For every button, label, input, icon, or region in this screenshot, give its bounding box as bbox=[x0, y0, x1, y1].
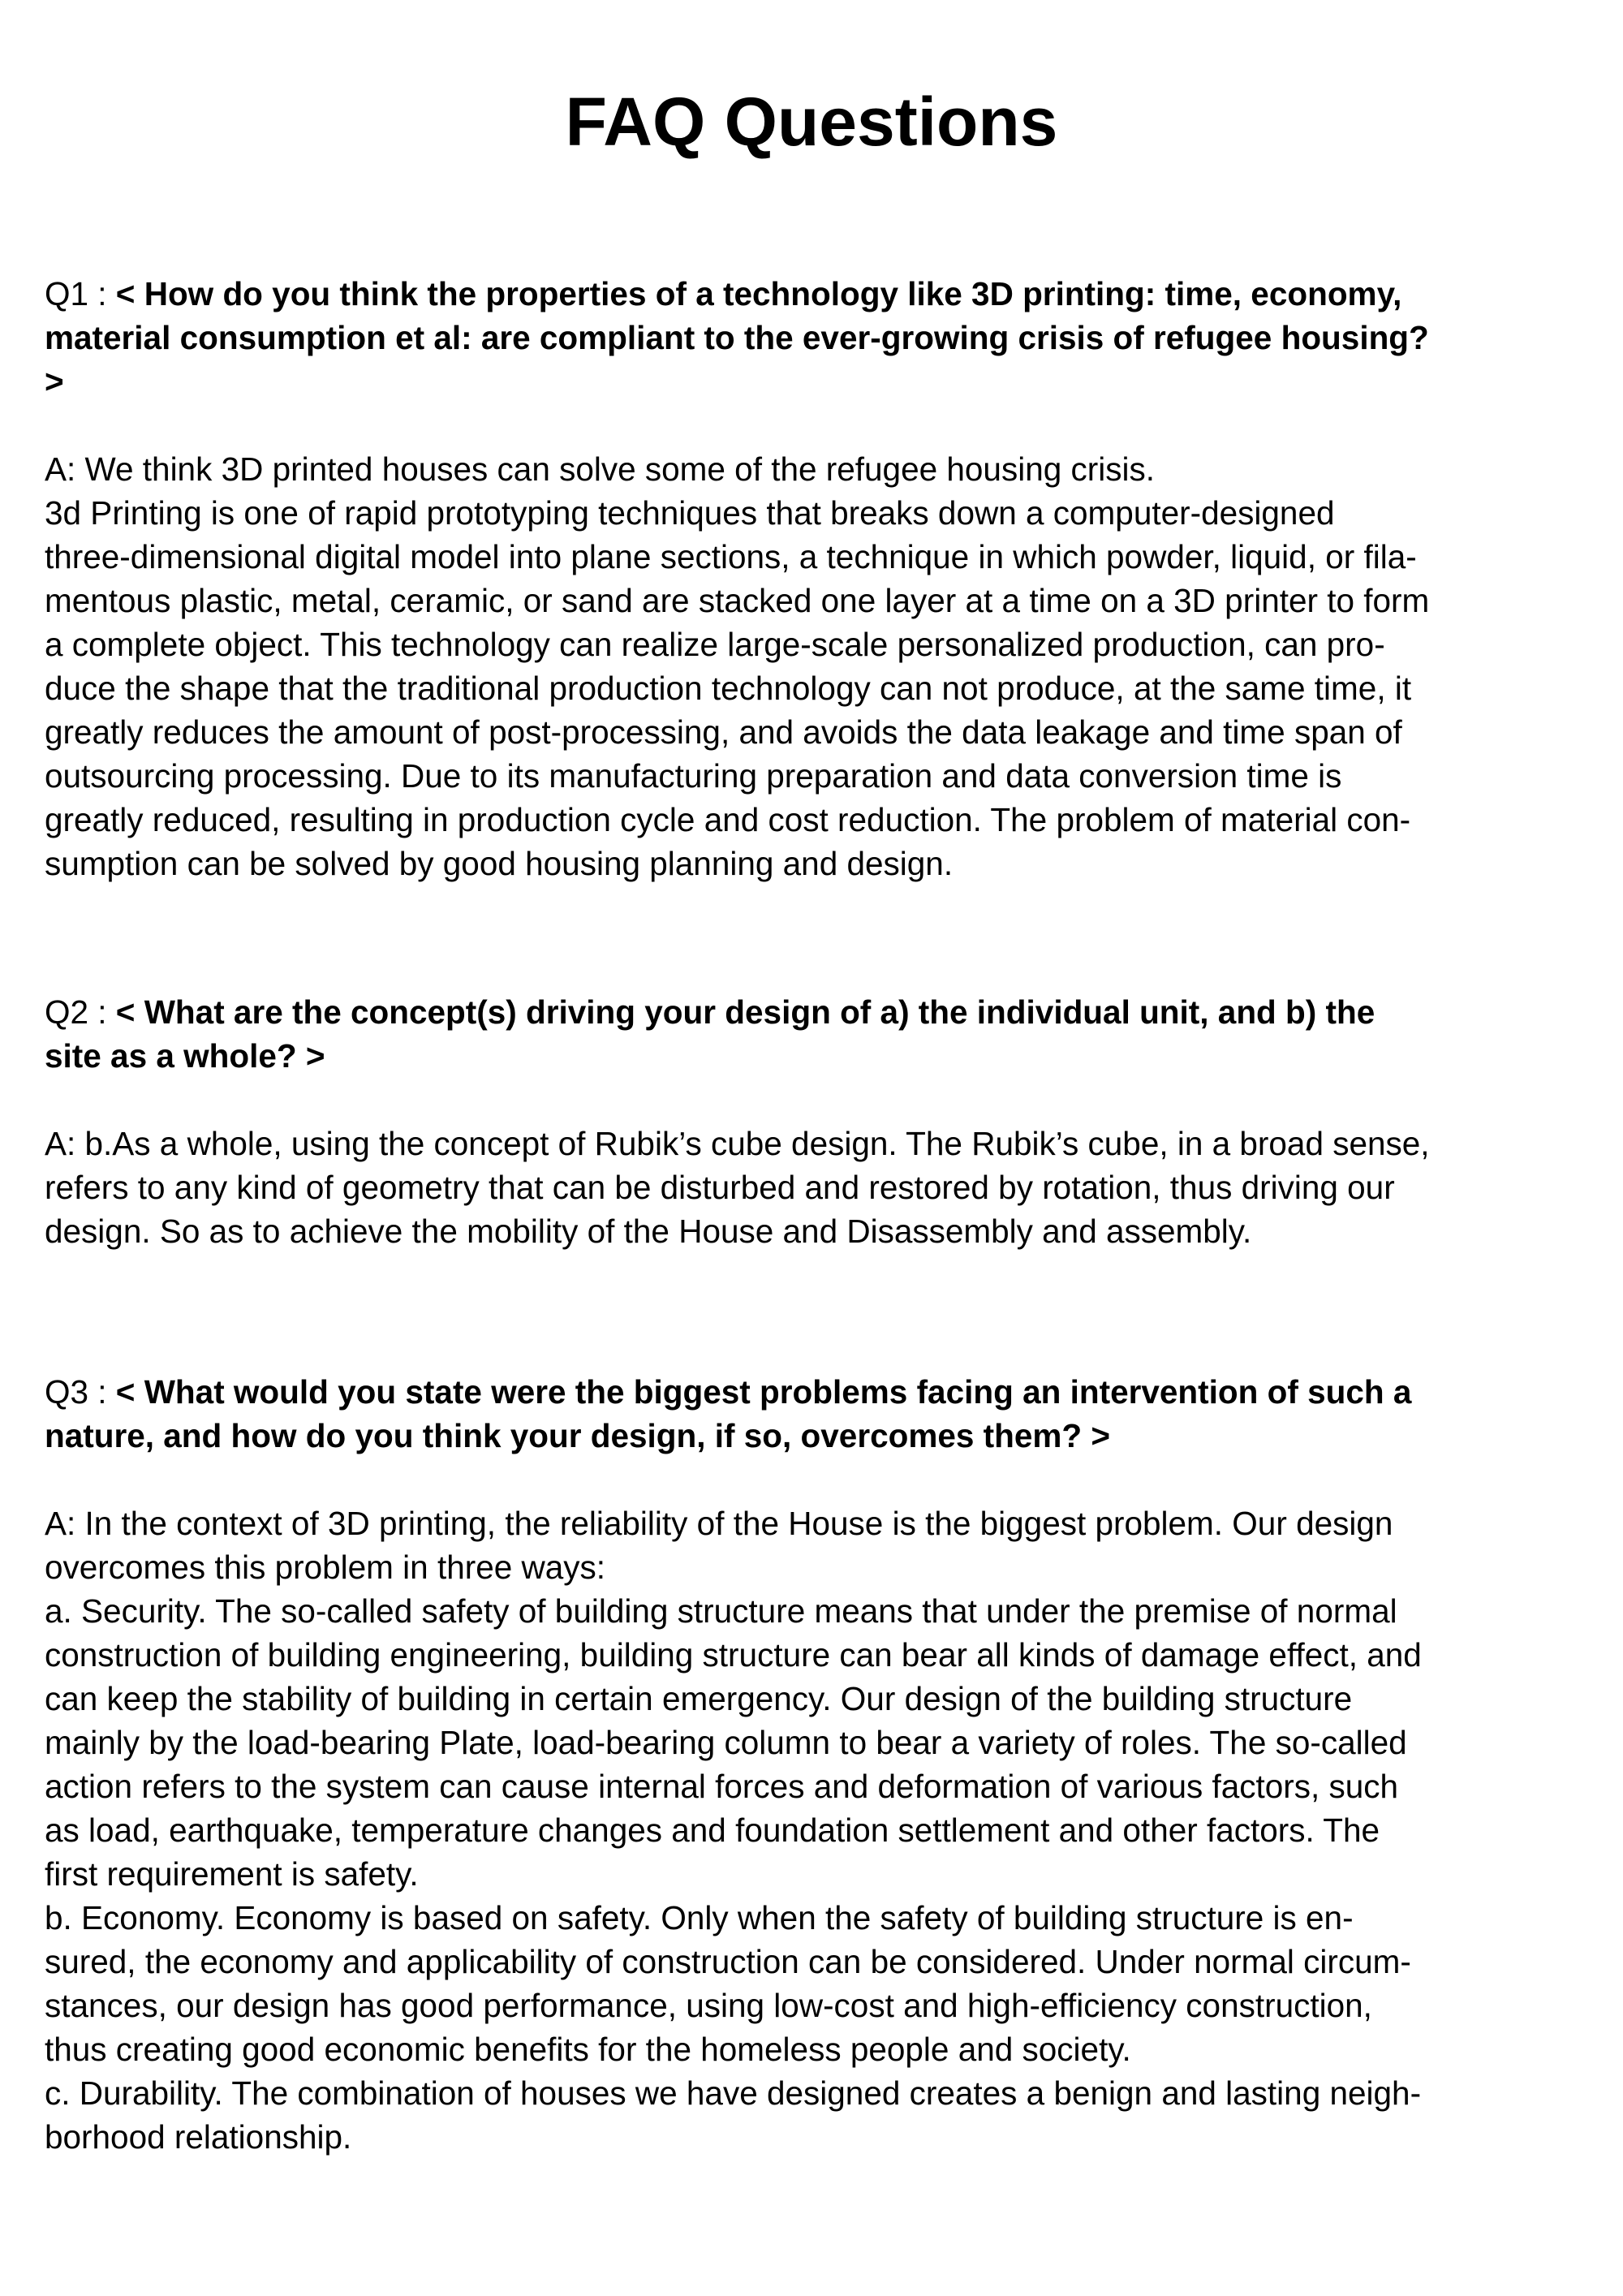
question-label: Q1 : bbox=[45, 275, 116, 312]
question-1 bbox=[45, 272, 1586, 403]
answer-text-line: action refers to the system can cause internal forces and deformation of various factors, such bbox=[45, 1768, 1399, 1805]
answer-3 bbox=[45, 1501, 1586, 2159]
answer-2 bbox=[45, 1122, 1586, 1253]
answer-text-line: mentous plastic, metal, ceramic, or sand are stacked one layer at a time on a 3D printer to form bbox=[45, 582, 1430, 619]
answer-text-line: design. So as to achieve the mobility of the House and Disassembly and assembly. bbox=[45, 1213, 1252, 1250]
question-2 bbox=[45, 990, 1586, 1078]
faq-item-1 bbox=[45, 272, 1586, 885]
answer-text-line: first requirement is safety. bbox=[45, 1855, 419, 1893]
answer-text-line: borhood relationship. bbox=[45, 2118, 352, 2156]
faq-item-2 bbox=[45, 990, 1586, 1253]
answer-text-line: can keep the stability of building in certain emergency. Our design of the building structure bbox=[45, 1680, 1353, 1717]
answer-1 bbox=[45, 447, 1586, 885]
question-text-line: < What would you state were the biggest problems facing an intervention of such a bbox=[115, 1373, 1412, 1411]
answer-text-line: A: In the context of 3D printing, the reliability of the House is the biggest problem. Our design bbox=[45, 1505, 1393, 1542]
answer-text-line: a. Security. The so-called safety of building structure means that under the premise of normal bbox=[45, 1592, 1397, 1630]
question-label: Q3 : bbox=[45, 1373, 116, 1411]
answer-text-line: duce the shape that the traditional production technology can not produce, at the same time, it bbox=[45, 670, 1412, 707]
answer-text-line: A: We think 3D printed houses can solve some of the refugee housing crisis. bbox=[45, 450, 1155, 488]
answer-text-line: A: b.As a whole, using the concept of Rubik’s cube design. The Rubik’s cube, in a broad sense, bbox=[45, 1125, 1430, 1162]
answer-text-line: thus creating good economic benefits for the homeless people and society. bbox=[45, 2031, 1131, 2068]
question-text-line: material consumption et al: are compliant to the ever-growing crisis of refugee housing? bbox=[45, 319, 1429, 356]
answer-text-line: sured, the economy and applicability of construction can be considered. Under normal circum- bbox=[45, 1943, 1411, 1980]
answer-text-line: greatly reduces the amount of post-processing, and avoids the data leakage and time span of bbox=[45, 713, 1402, 751]
answer-text-line: construction of building engineering, building structure can bear all kinds of damage effect, and bbox=[45, 1636, 1422, 1674]
answer-text-line: as load, earthquake, temperature changes and foundation settlement and other factors. The bbox=[45, 1811, 1380, 1849]
question-text-line: site as a whole? > bbox=[45, 1037, 325, 1075]
faq-item-3 bbox=[45, 1370, 1586, 2159]
answer-text-line: c. Durability. The combination of houses we have designed creates a benign and lasting neigh- bbox=[45, 2074, 1422, 2112]
answer-text-line: outsourcing processing. Due to its manufacturing preparation and data conversion time is bbox=[45, 757, 1342, 795]
question-text-line: < What are the concept(s) driving your design of a) the individual unit, and b) the bbox=[115, 993, 1375, 1031]
question-3 bbox=[45, 1370, 1586, 1458]
answer-text-line: greatly reduced, resulting in production cycle and cost reduction. The problem of material con- bbox=[45, 801, 1411, 838]
answer-text-line: three-dimensional digital model into plane sections, a technique in which powder, liquid, or fila- bbox=[45, 538, 1417, 575]
answer-text-line: sumption can be solved by good housing planning and design. bbox=[45, 845, 954, 882]
page-title: FAQ Questions bbox=[565, 84, 1058, 160]
question-text-line: nature, and how do you think your design, if so, overcomes them? > bbox=[45, 1417, 1111, 1454]
question-label: Q2 : bbox=[45, 993, 116, 1031]
question-text-line: > bbox=[45, 363, 64, 400]
answer-text-line: mainly by the load-bearing Plate, load-bearing column to bear a variety of roles. The so-called bbox=[45, 1724, 1407, 1761]
answer-text-line: stances, our design has good performance, using low-cost and high-efficiency construction, bbox=[45, 1987, 1372, 2024]
answer-text-line: refers to any kind of geometry that can be disturbed and restored by rotation, thus driving our bbox=[45, 1169, 1395, 1206]
answer-text-line: a complete object. This technology can realize large-scale personalized production, can pro- bbox=[45, 626, 1385, 663]
answer-text-line: 3d Printing is one of rapid prototyping techniques that breaks down a computer-designed bbox=[45, 494, 1335, 532]
question-text-line: < How do you think the properties of a technology like 3D printing: time, economy, bbox=[115, 275, 1402, 312]
answer-text-line: overcomes this problem in three ways: bbox=[45, 1549, 606, 1586]
answer-text-line: b. Economy. Economy is based on safety. Only when the safety of building structure is en- bbox=[45, 1899, 1354, 1936]
